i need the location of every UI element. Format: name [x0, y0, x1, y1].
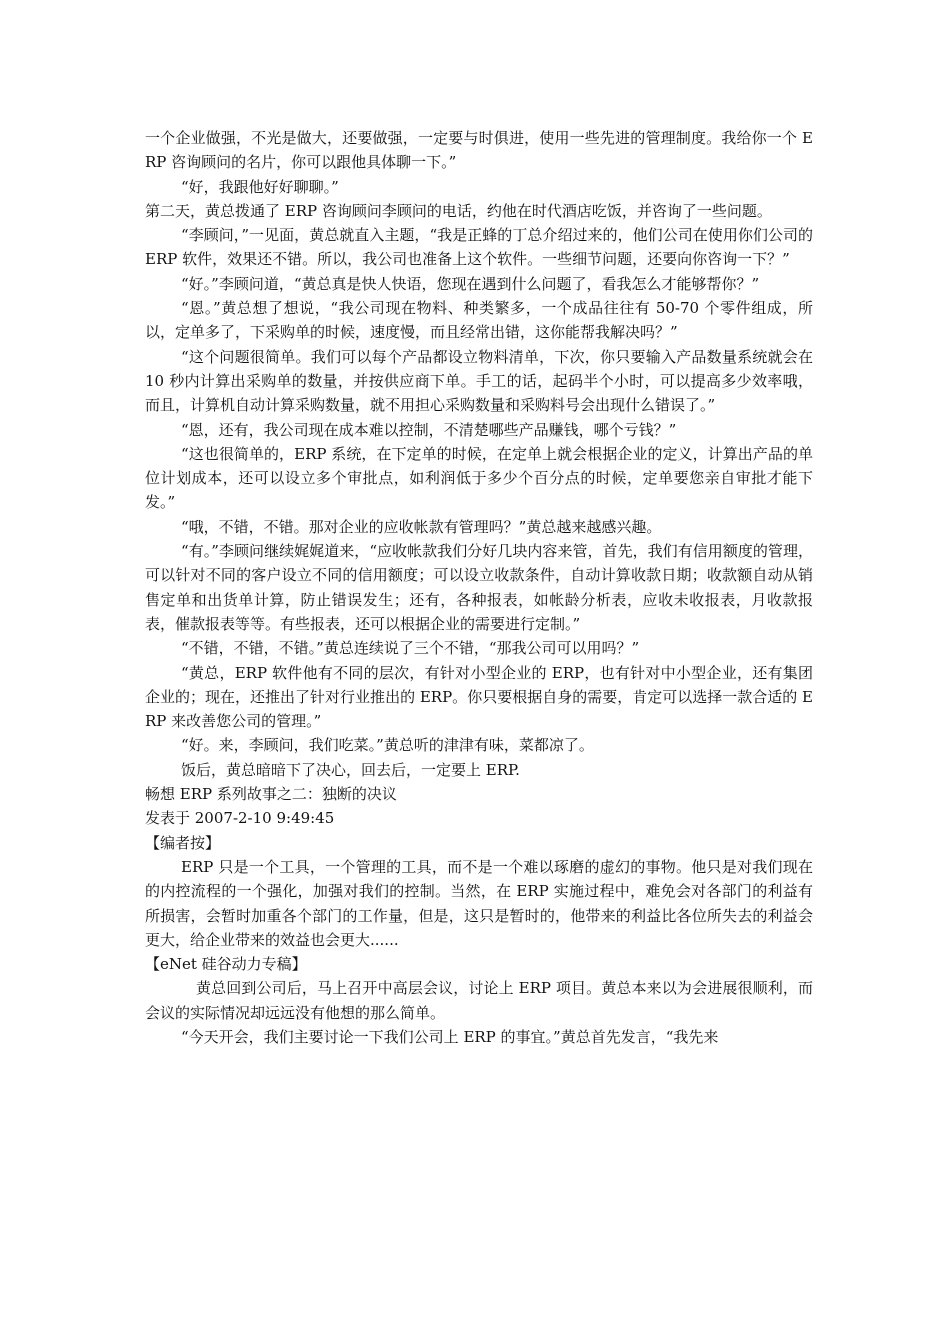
paragraph: “这也很简单的，ERP 系统，在下定单的时候，在定单上就会根据企业的定义，计算出产品的单位计划成本，还可以设立多个审批点，如利润低于多少个百分点的时候，定单要您亲自审批才能下发。”: [145, 444, 813, 512]
paragraph: 饭后，黄总暗暗下了决心，回去后，一定要上 ERP.: [181, 760, 520, 779]
publish-date: 发表于 2007-2-10 9:49:45: [145, 809, 335, 828]
paragraph: 一个企业做强，不光是做大，还要做强，一定要与时俱进，使用一些先进的管理制度。我给你一个 ERP 咨询顾问的名片，你可以跟他具体聊一下。”: [145, 129, 813, 172]
paragraph: “恩。”黄总想了想说，“我公司现在物料、种类繁多，一个成品往往有 50-70 个零件组成，所以，定单多了，下采购单的时候，速度慢，而且经常出错，这你能帮我解决吗？”: [145, 299, 813, 342]
paragraph: “有。”李顾问继续娓娓道来，“应收帐款我们分好几块内容来管，首先，我们有信用额度的管理，可以针对不同的客户设立不同的信用额度；可以设立收款条件，自动计算收款日期；收款额自动从销售定单和出货单计算，防止错误发生；还有，各种报表，如帐龄分析表，应收未收报表，月收款报表，催款报表等等。有些报表，还可以根据企业的需要进行定制。”: [145, 542, 813, 633]
paragraph: ERP 只是一个工具，一个管理的工具，而不是一个难以琢磨的虚幻的事物。他只是对我们现在的内控流程的一个强化，加强对我们的控制。当然，在 ERP 实施过程中，难免会对各部门的利益有所损害，会暂时加重各个部门的工作量，但是，这只是暂时的，他带来的利益比各位所失去的利益会更大，给企业带来的效益也会更大......: [145, 857, 813, 949]
paragraph: “不错，不错，不错。”黄总连续说了三个不错，“那我公司可以用吗？”: [181, 639, 640, 658]
paragraph: “李顾问，”一见面，黄总就直入主题，“我是正蜂的丁总介绍过来的，他们公司在使用你们公司的 ERP 软件，效果还不错。所以，我公司也准备上这个软件。一些细节问题，还要向你咨询一下？”: [145, 226, 813, 269]
article-title: 畅想 ERP 系列故事之二：独断的决议: [145, 785, 397, 804]
paragraph: “好，我跟他好好聊聊。”: [181, 177, 339, 196]
section-label: 【eNet 硅谷动力专稿】: [145, 955, 307, 974]
paragraph: 第二天，黄总拨通了 ERP 咨询顾问李顾问的电话，约他在时代酒店吃饭，并咨询了一些问题。: [145, 201, 772, 220]
paragraph: 黄总回到公司后，马上召开中高层会议，讨论上 ERP 项目。黄总本来以为会进展很顺利，而会议的实际情况却远远没有他想的那么简单。: [145, 979, 813, 1022]
paragraph: “哦，不错，不错。那对企业的应收帐款有管理吗？”黄总越来越感兴趣。: [181, 517, 662, 536]
paragraph: “好。来，李顾问，我们吃菜。”黄总听的津津有味，菜都凉了。: [181, 736, 594, 755]
section-label: 【编者按】: [145, 833, 221, 852]
paragraph: “恩，还有，我公司现在成本难以控制，不清楚哪些产品赚钱，哪个亏钱？”: [181, 420, 677, 439]
paragraph: “黄总，ERP 软件他有不同的层次，有针对小型企业的 ERP，也有针对中小型企业，还有集团企业的；现在，还推出了针对行业推出的 ERP。你只要根据自身的需要，肯定可以选择一款合适的 ERP 来改善您公司的管理。”: [145, 663, 813, 731]
paragraph: “好。”李顾问道，“黄总真是快人快语，您现在遇到什么问题了，看我怎么才能够帮你？”: [181, 274, 760, 293]
paragraph: “这个问题很简单。我们可以每个产品都设立物料清单，下次，你只要输入产品数量系统就会在 10 秒内计算出采购单的数量，并按供应商下单。手工的话，起码半个小时，可以提高多少效率哦，而且，计算机自动计算采购数量，就不用担心采购数量和采购料号会出现什么错误了。”: [145, 347, 813, 415]
document-body: [145, 126, 813, 1049]
paragraph: “今天开会，我们主要讨论一下我们公司上 ERP 的事宜。”黄总首先发言，“我先来: [181, 1027, 719, 1046]
